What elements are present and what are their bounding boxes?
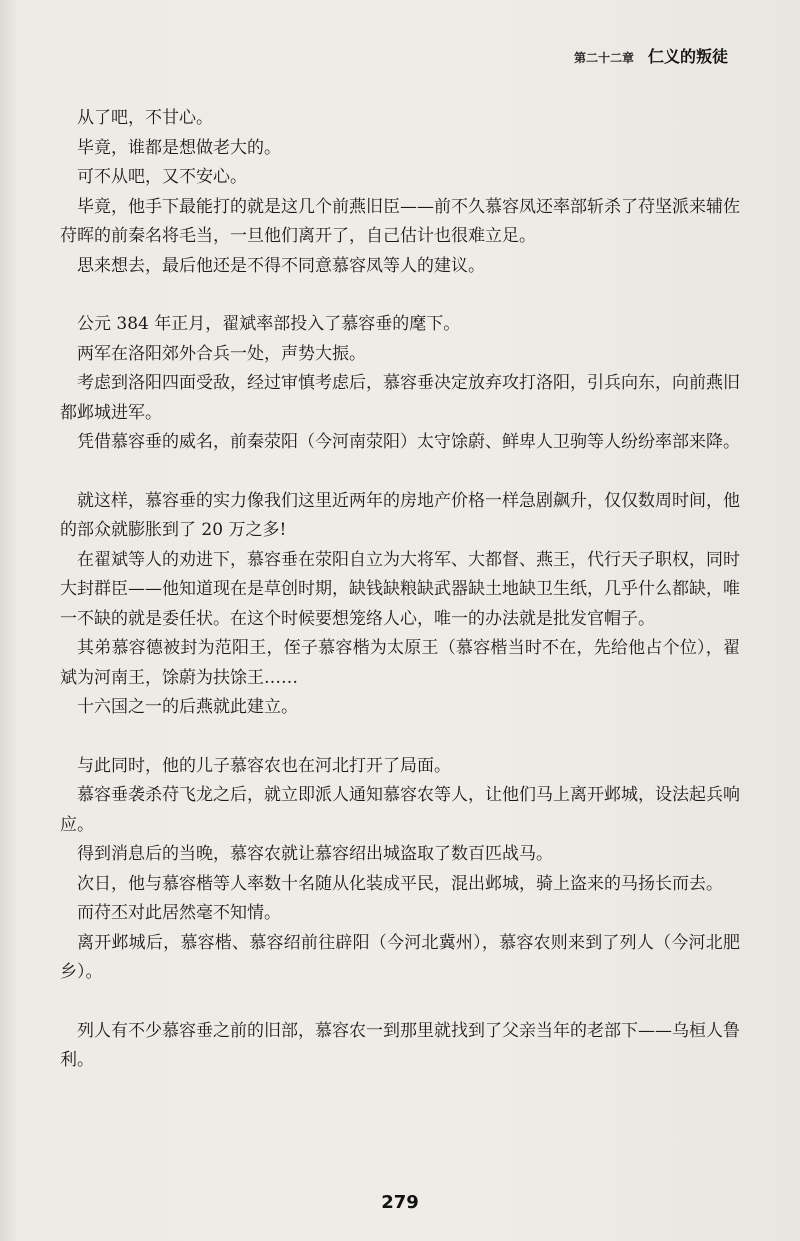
paragraph: 思来想去，最后他还是不得不同意慕容凤等人的建议。 [77,255,485,276]
page-number: 279 [381,1192,419,1213]
chapter-title: 仁义的叛徒 [647,47,728,66]
paragraph: 在翟斌等人的劝进下，慕容垂在荥阳自立为大将军、大都督、燕王，代行天子职权，同时大封群臣——他知道现在是草创时期，缺钱缺粮缺武器缺土地缺卫生纸，几乎什么都缺，唯一不缺的就是委任状。在这个时候要想笼络人心，唯一的办法就是批发官帽子。 [60,549,740,629]
body-text [60,104,740,1076]
paragraph: 凭借慕容垂的威名，前秦荥阳（今河南荥阳）太守馀蔚、鲜卑人卫驹等人纷纷率部来降。 [77,432,740,452]
paragraph: 可不从吧，又不安心。 [77,167,247,187]
paragraph: 毕竟，他手下最能打的就是这几个前燕旧臣——前不久慕容凤还率部斩杀了苻坚派来辅佐苻晖的前秦名将毛当，一旦他们离开了，自己估计也很难立足。 [60,196,740,246]
paragraph: 两军在洛阳郊外合兵一处，声势大振。 [77,343,366,364]
paragraph: 从了吧，不甘心。 [77,108,213,128]
paragraph: 慕容垂袭杀苻飞龙之后，就立即派人通知慕容农等人，让他们马上离开邺城，设法起兵响应。 [60,785,740,835]
paragraph: 次日，他与慕容楷等人率数十名随从化装成平民，混出邺城，骑上盗来的马扬长而去。 [77,873,723,894]
paragraph: 离开邺城后，慕容楷、慕容绍前往辟阳（今河北冀州），慕容农则来到了列人（今河北肥乡）。 [60,932,740,982]
paragraph: 公元 384 年正月，翟斌率部投入了慕容垂的麾下。 [77,314,461,334]
running-header [574,44,728,67]
paragraph: 毕竟，谁都是想做老大的。 [77,137,281,158]
paragraph: 考虑到洛阳四面受敌，经过审慎考虑后，慕容垂决定放弃攻打洛阳，引兵向东，向前燕旧都邺城进军。 [60,373,740,423]
paragraph: 得到消息后的当晚，慕容农就让慕容绍出城盗取了数百匹战马。 [77,844,553,864]
chapter-label: 第二十二章 [573,51,634,65]
paragraph: 十六国之一的后燕就此建立。 [77,697,298,717]
paragraph: 就这样，慕容垂的实力像我们这里近两年的房地产价格一样急剧飙升，仅仅数周时间，他的部众就膨胀到了 20 万之多! [60,490,740,540]
paragraph: 列人有不少慕容垂之前的旧部，慕容农一到那里就找到了父亲当年的老部下——乌桓人鲁利。 [60,1020,740,1070]
paragraph: 与此同时，他的儿子慕容农也在河北打开了局面。 [77,755,451,776]
paragraph: 其弟慕容德被封为范阳王，侄子慕容楷为太原王（慕容楷当时不在，先给他占个位），翟斌为河南王，馀蔚为扶馀王…… [60,638,740,688]
paragraph: 而苻丕对此居然毫不知情。 [77,903,281,923]
